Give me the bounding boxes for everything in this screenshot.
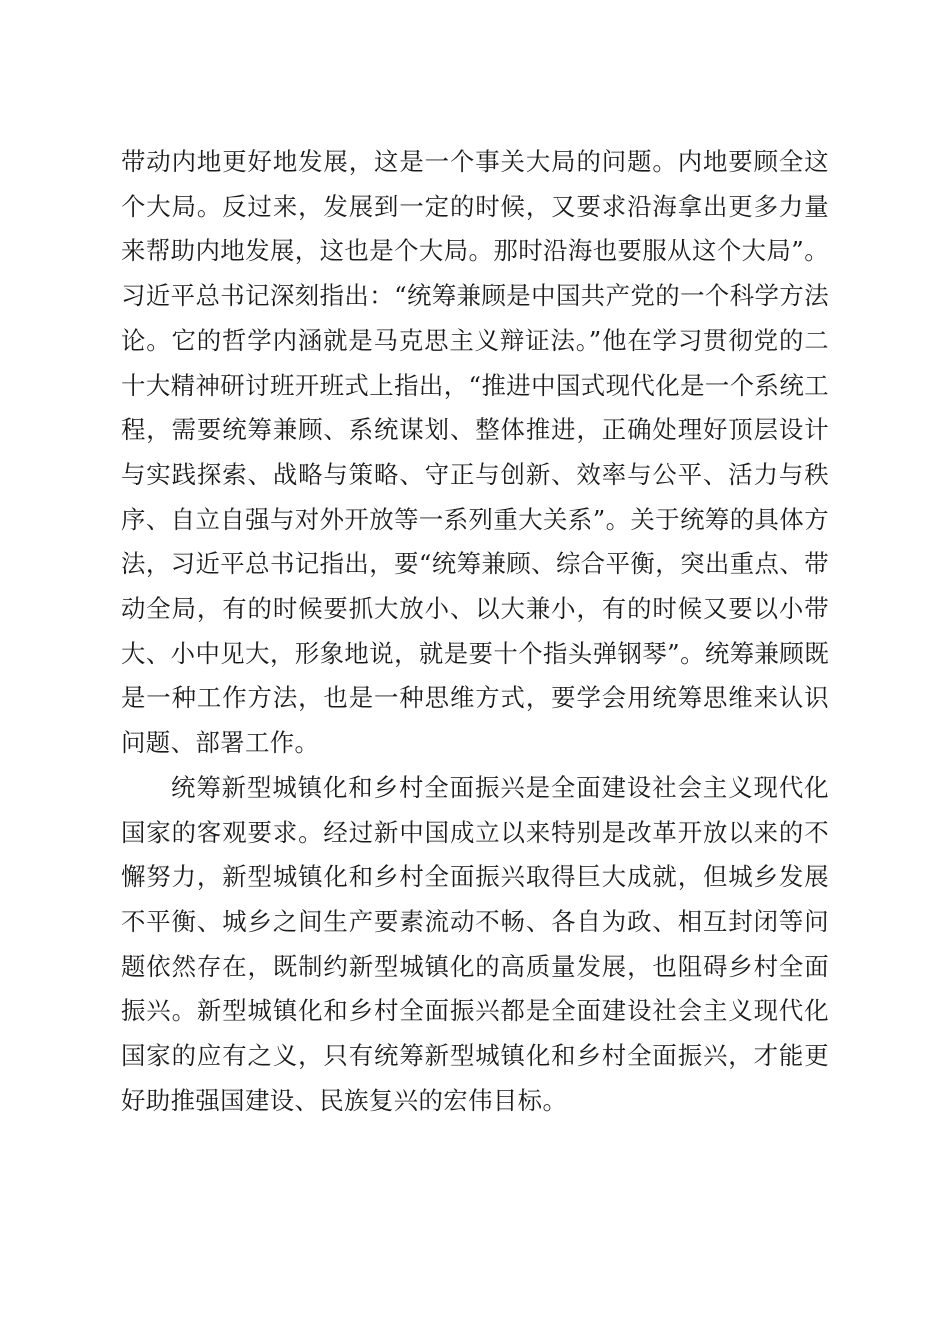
- paragraph-urban-rural: 统筹新型城镇化和乡村全面振兴是全面建设社会主义现代化国家的客观要求。经过新中国成立以来特别是改革开放以来的不懈努力，新型城镇化和乡村全面振兴取得巨大成就，但城乡发展不平衡、城乡之间生产要素流动不畅、各自为政、相互封闭等问题依然存在，既制约新型城镇化的高质量发展，也阻碍乡村全面振兴。新型城镇化和乡村全面振兴都是全面建设社会主义现代化国家的应有之义，只有统筹新型城镇化和乡村全面振兴，才能更好助推强国建设、民族复兴的宏伟目标。: [121, 772, 829, 1115]
- body-text: [121, 140, 829, 1123]
- paragraph-continuation: 带动内地更好地发展，这是一个事关大局的问题。内地要顾全这个大局。反过来，发展到一定的时候，又要求沿海拿出更多力量来帮助内地发展，这也是个大局。那时沿海也要服从这个大局”。习近平总书记深刻指出：“统筹兼顾是中国共产党的一个科学方法论。它的哲学内涵就是马克思主义辩证法。”他在学习贯彻党的二十大精神研讨班开班式上指出，“推进中国式现代化是一个系统工程，需要统筹兼顾、系统谋划、整体推进，正确处理好顶层设计与实践探索、战略与策略、守正与创新、效率与公平、活力与秩序、自立自强与对外开放等一系列重大关系”。关于统筹的具体方法，习近平总书记指出，要“统筹兼顾、综合平衡，突出重点、带动全局，有的时候要抓大放小、以大兼小，有的时候又要以小带大、小中见大，形象地说，就是要十个指头弹钢琴”。统筹兼顾既是一种工作方法，也是一种思维方式，要学会用统筹思维来认识问题、部署工作。: [121, 147, 829, 758]
